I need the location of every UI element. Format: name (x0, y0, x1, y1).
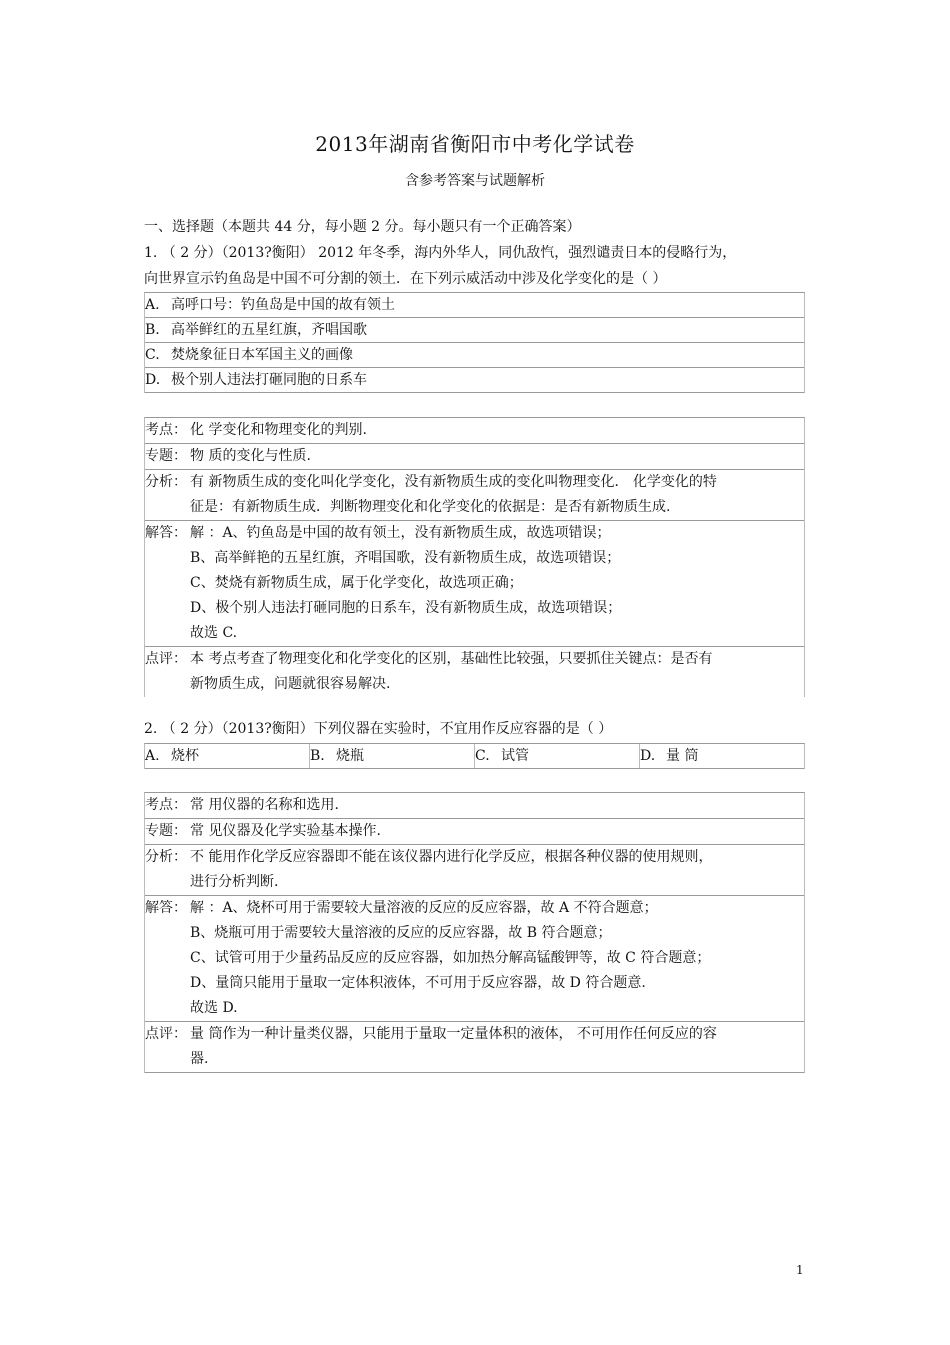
page-title: 2013年湖南省衡阳市中考化学试卷 (315, 132, 635, 156)
option-key: A. (145, 748, 160, 764)
q2-option-c (475, 744, 640, 768)
q2-kaodian (145, 793, 804, 819)
q1-fenxi (145, 470, 804, 521)
q1-stem-line1: 1. （ 2 分）（2013?衡阳） 2012 年冬季，海内外华人，同仇敌忾，强烈谴责日本的侵略行为， (144, 245, 737, 261)
q1-zhuanti (145, 444, 804, 470)
option-text: 试管 (501, 748, 529, 764)
row-label: 专题： (145, 448, 187, 464)
option-text: 量 筒 (666, 748, 699, 764)
row-label: 专题： (145, 823, 187, 839)
option-text: 极个别人违法打砸同胞的日系车 (171, 372, 367, 388)
q2-option-a (145, 744, 310, 768)
q1-option-b (145, 318, 804, 343)
q1-option-a (145, 293, 804, 318)
row-text: 化 学变化和物理变化的判别. (190, 422, 367, 438)
q2-stem-line1: 2. （ 2 分）（2013?衡阳）下列仪器在实验时，不宜用作反应容器的是（ ） (144, 721, 613, 737)
q1-analysis-table (144, 417, 805, 697)
row-label: 解答： (145, 900, 187, 916)
section-heading: 一、选择题（本题共 44 分，每小题 2 分。每小题只有一个正确答案） (144, 219, 581, 235)
row-label: 分析： (145, 849, 187, 865)
option-text: 烧瓶 (336, 748, 364, 764)
row-label: 点评： (145, 651, 187, 667)
option-key: D. (640, 748, 656, 764)
q1-options-table (144, 292, 805, 393)
row-label: 分析： (145, 474, 187, 490)
row-text: 不 能用作化学反应容器即不能在该仪器内进行化学反应，根据各种仪器的使用规则， 进行分析判断. (190, 849, 713, 890)
row-text: 常 用仪器的名称和选用. (190, 797, 339, 813)
option-text: 高呼口号：钓鱼岛是中国的故有领土 (171, 297, 395, 313)
page-subtitle: 含参考答案与试题解析 (405, 173, 545, 189)
q1-kaodian (145, 418, 804, 444)
option-text: 焚烧象征日本军国主义的画像 (171, 347, 353, 363)
option-text: 烧杯 (171, 748, 199, 764)
option-key: B. (310, 748, 325, 764)
q1-stem-line2: 向世界宣示钓鱼岛是中国不可分割的领土．在下列示威活动中涉及化学变化的是（ ） (144, 271, 667, 287)
q2-options-table (144, 743, 805, 769)
q2-jieda (145, 896, 804, 1022)
row-label: 考点： (145, 797, 187, 813)
page-number: 1 (796, 1263, 804, 1277)
row-label: 考点： (145, 422, 187, 438)
option-key: B. (145, 322, 160, 338)
row-text: 有 新物质生成的变化叫化学变化，没有新物质生成的变化叫物理变化． 化学变化的特 征是：有新物质生成．判断物理变化和化学变化的依据是：是否有新物质生成. (190, 474, 717, 515)
q2-dianping (145, 1022, 804, 1073)
q2-zhuanti (145, 819, 804, 845)
row-text: 常 见仪器及化学实验基本操作. (190, 823, 381, 839)
q1-dianping (145, 647, 804, 697)
option-key: D. (145, 372, 161, 388)
option-key: C. (145, 347, 160, 363)
q2-option-b (310, 744, 475, 768)
row-text: 物 质的变化与性质. (190, 448, 311, 464)
row-text: 解 ：A、烧杯可用于需要较大量溶液的反应的反应容器，故 A 不符合题意； B、烧瓶可用于需要较大量溶液的反应的反应容器，故 B 符合题意； C、试管可用于少量药品反应的反应容器，如加热分解高锰酸钾等，故 C 符合题意； D、量筒只能用于量取一定体积液体，不可用于反应容器，故 D 符合题意. 故选 D. (190, 900, 711, 1016)
q2-fenxi (145, 845, 804, 896)
row-label: 点评： (145, 1026, 187, 1042)
row-label: 解答： (145, 525, 187, 541)
q1-jieda (145, 521, 804, 647)
row-text: 量 筒作为一种计量类仪器，只能用于量取一定量体积的液体， 不可用作任何反应的容 器. (190, 1026, 717, 1067)
row-text: 本 考点考查了物理变化和化学变化的区别，基础性比较强，只要抓住关键点：是否有 新物质生成，问题就很容易解决. (190, 651, 713, 692)
q2-options-row (145, 744, 804, 769)
row-text: 解 ：A、钓鱼岛是中国的故有领土，没有新物质生成，故选项错误； B、高举鲜艳的五星红旗，齐唱国歌，没有新物质生成，故选项错误； C、焚烧有新物质生成，属于化学变化，故选项正确； D、极个别人违法打砸同胞的日系车，没有新物质生成，故选项错误； 故选 C. (190, 525, 622, 641)
q2-option-d (640, 744, 804, 768)
option-key: C. (475, 748, 490, 764)
q2-analysis-table (144, 792, 805, 1073)
q1-option-d (145, 368, 804, 393)
option-text: 高举鲜红的五星红旗，齐唱国歌 (171, 322, 367, 338)
q1-option-c (145, 343, 804, 368)
option-key: A. (145, 297, 160, 313)
